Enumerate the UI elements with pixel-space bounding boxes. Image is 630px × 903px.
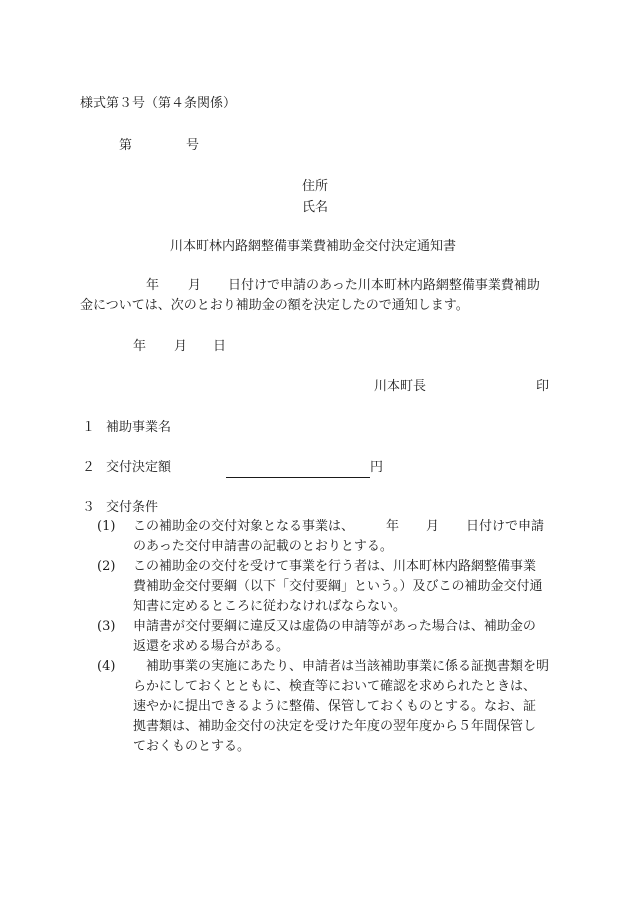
section-2-label: 交付決定額 <box>106 460 172 475</box>
section-1-number: １ <box>82 420 96 435</box>
doc-number-prefix: 第 <box>119 138 133 153</box>
doc-number-suffix: 号 <box>186 138 200 153</box>
condition-4-line-3: 速やかに提出できるように整備、保管しておくものとする。なお、証 <box>133 699 537 714</box>
condition-4-line-1: 補助事業の実施にあたり、申請者は当該補助事業に係る証拠書類を明 <box>133 659 550 674</box>
condition-1-year: 年 <box>386 519 400 534</box>
condition-2-number: (2) <box>97 559 116 574</box>
name-label: 氏名 <box>302 200 329 215</box>
condition-3-line-1: 申請書が交付要綱に違反又は虚偽の申請等があった場合は、補助金の <box>133 619 536 634</box>
grant-amount-underline <box>226 459 370 478</box>
document-title: 川本町林内路網整備事業費補助金交付決定通知書 <box>170 239 457 254</box>
condition-2-line-3: 知書に定めるところに従わなければならない。 <box>133 599 407 614</box>
condition-4-number: (4) <box>97 659 116 674</box>
intro-line1: 日付けで申請のあった川本町林内路網整備事業費補助 <box>228 278 540 293</box>
condition-1-number: (1) <box>97 519 116 534</box>
intro-year: 年 <box>146 278 160 293</box>
date-month: 月 <box>174 339 188 354</box>
date-day: 日 <box>213 339 227 354</box>
section-3-label: 交付条件 <box>106 500 159 515</box>
section-2-number: ２ <box>82 460 96 475</box>
grant-amount-field <box>226 458 386 478</box>
condition-1-month: 月 <box>426 519 440 534</box>
intro-line2: 金については、次のとおり補助金の額を決定したので通知します。 <box>80 298 469 313</box>
condition-1-line-1b: 日付けで申請 <box>466 519 545 534</box>
condition-4-line-5: ておくものとする。 <box>133 739 251 754</box>
seal-mark: 印 <box>536 379 550 394</box>
condition-3-line-2: 返還を求める場合がある。 <box>133 639 290 654</box>
grant-amount-unit: 円 <box>370 460 384 475</box>
intro-month: 月 <box>188 278 202 293</box>
date-year: 年 <box>133 339 147 354</box>
condition-1-line-2: のあった交付申請書の記載のとおりとする。 <box>133 539 393 554</box>
form-label: 様式第３号（第４条関係） <box>80 96 237 111</box>
condition-4-line-4: 拠書類は、補助金交付の決定を受けた年度の翌年度から５年間保管し <box>133 719 537 734</box>
condition-2-line-2: 費補助金交付要綱（以下「交付要綱」という。）及びこの補助金交付通 <box>133 579 543 594</box>
issuer-name: 川本町長 <box>374 379 427 394</box>
condition-1-line-1a: この補助金の交付対象となる事業は、 <box>133 519 355 534</box>
section-3-number: ３ <box>82 500 96 515</box>
condition-3-number: (3) <box>97 619 116 634</box>
condition-4-line-2: らかにしておくとともに、検査等において確認を求められたときは、 <box>133 679 537 694</box>
condition-2-line-1: この補助金の交付を受けて事業を行う者は、川本町林内路網整備事業 <box>133 559 537 574</box>
section-1-label: 補助事業名 <box>106 420 172 435</box>
address-label: 住所 <box>302 179 329 194</box>
